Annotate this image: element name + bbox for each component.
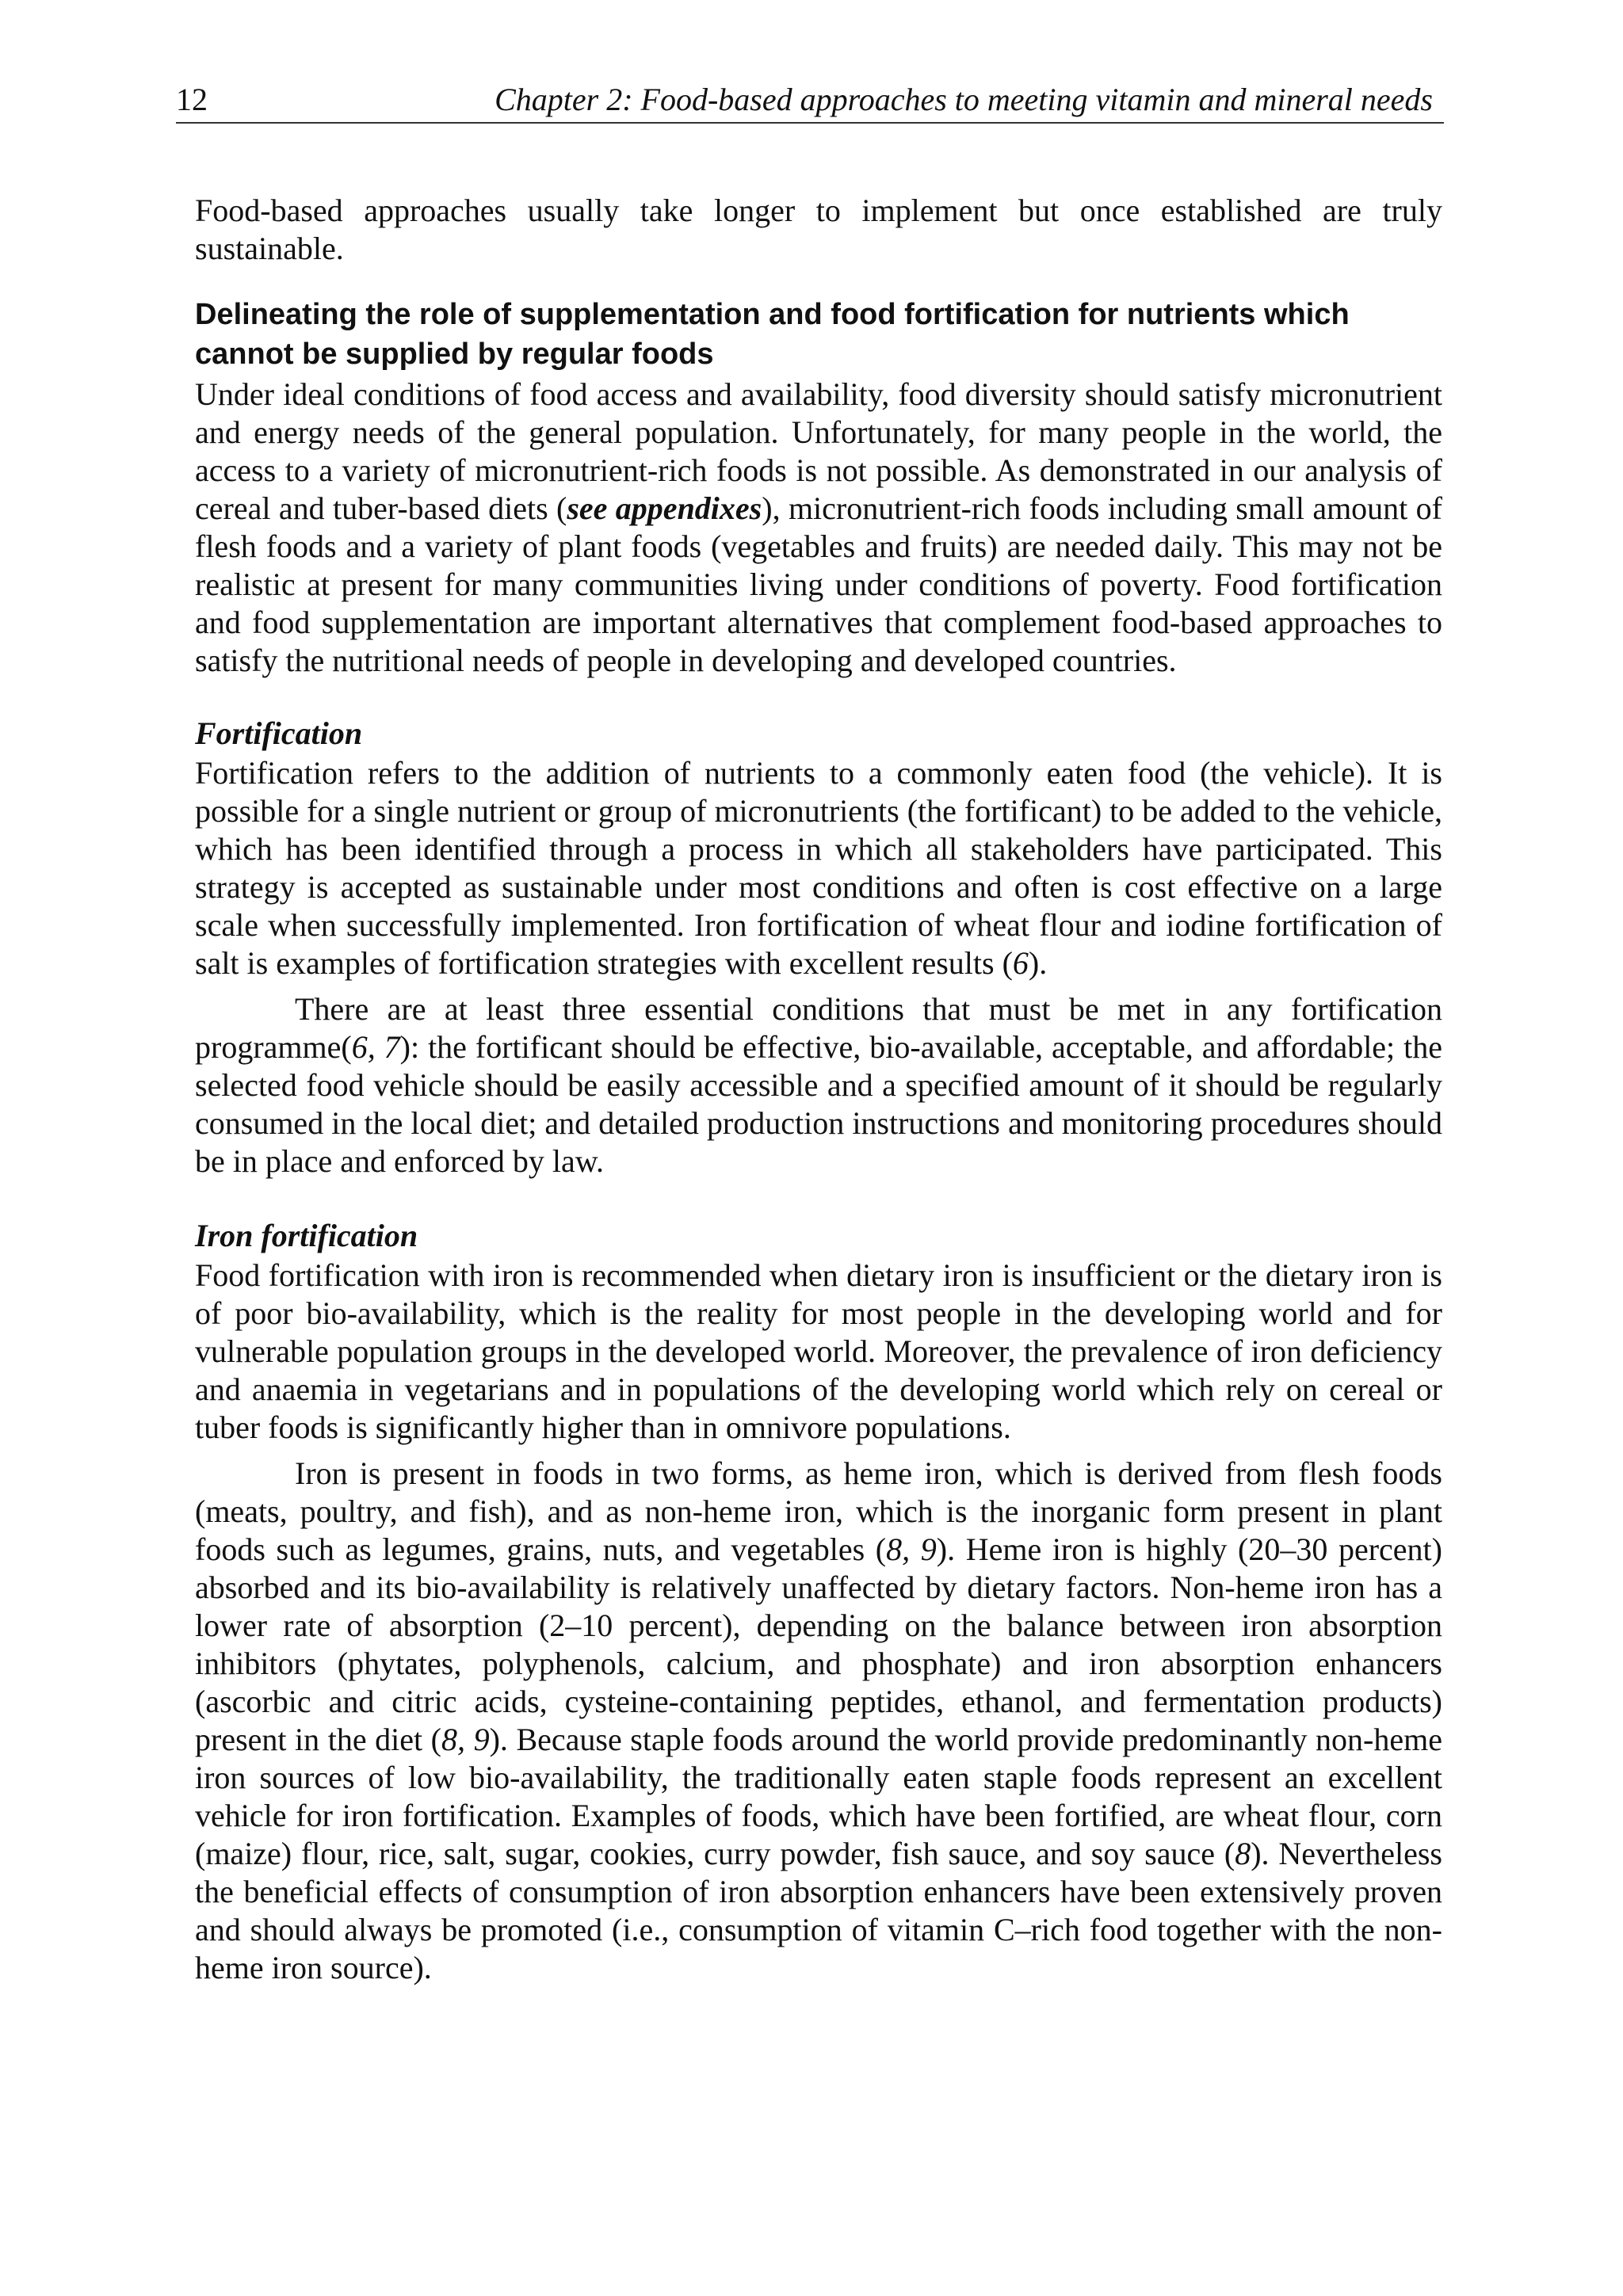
section-paragraph: Under ideal conditions of food access and availability, food diversity should satisfy micronutrient and energy needs of the general population. Unfortunately, for many people in the world, the access to a variety of micronutrient-rich foods is not possible. As demonstrated in our analysis of cereal and tuber-based diets (see appendixes), micronutrient-rich foods including small amount of flesh foods and a variety of plant foods (vegetables and fruits) are needed daily. This may not be realistic at present for many communities living under conditions of poverty. Food fortification and food supplementation are important alternatives that complement food-based approaches to satisfy the nutritional needs of people in developing and developed countries. xyxy=(195,376,1442,678)
iron-paragraph-2: Iron is present in foods in two forms, as heme iron, which is derived from flesh foods (meats, poultry, and fish), and as non-heme iron, which is the inorganic form present in plant foods such as legumes, grains, nuts, and vegetables (8, 9). Heme iron is highly (20–30 percent) absorbed and its bio-availability is relatively unaffected by dietary factors. Non-heme iron has a lower rate of absorption (2–10 percent), depending on the balance between iron absorption inhibitors (phytates, polyphenols, calcium, and phosphate) and iron absorption enhancers (ascorbic and citric acids, cysteine-containing peptides, ethanol, and fermentation products) present in the diet (8, 9). Because staple foods around the world provide predominantly non-heme iron sources of low bio-availability, the traditionally eaten staple foods represent an excellent vehicle for iron fortification. Examples of foods, which have been fortified, are wheat flour, corn (maize) flour, rice, salt, sugar, cookies, curry powder, fish sauce, and soy sauce (8). Nevertheless the beneficial effects of consumption of iron absorption enhancers have been extensively proven and should always be promoted (i.e., consumption of vitamin C–rich food together with the non-heme iron source). xyxy=(195,1455,1443,1985)
running-title: Chapter 2: Food-based approaches to meeting vitamin and mineral needs xyxy=(495,82,1433,117)
iron-paragraph-1: Food fortification with iron is recommended when dietary iron is insufficient or the dietary iron is of poor bio-availability, which is the reality for most people in the developing world and for vulnerable population groups in the developed world. Moreover, the prevalence of iron deficiency and anaemia in vegetarians and in populations of the developing world which rely on cereal or tuber foods is significantly higher than in omnivore populations. xyxy=(195,1257,1442,1445)
reference-citation: 6 xyxy=(1012,945,1029,981)
iron-fortification-heading: Iron fortification xyxy=(195,1218,418,1253)
reference-citation: 8, 9 xyxy=(886,1531,937,1567)
running-header xyxy=(176,78,1444,124)
reference-citation: 8 xyxy=(1235,1836,1251,1871)
section-heading: Delineating the role of supplementation and food fortification for nutrients which cannot be supplied by regular foods xyxy=(195,298,1350,371)
fortification-heading: Fortification xyxy=(195,715,363,751)
page-number: 12 xyxy=(176,82,208,117)
reference-citation: 6, 7 xyxy=(351,1029,400,1065)
reference-citation: 8, 9 xyxy=(441,1722,490,1757)
see-appendixes-emphasis: see appendixes xyxy=(567,490,762,526)
intro-paragraph: Food-based approaches usually take longer to implement but once established are truly sustainable. xyxy=(195,193,1442,266)
fortification-paragraph-2: There are at least three essential conditions that must be met in any fortification programme(6, 7): the fortificant should be effective, bio-available, acceptable, and affordable; the selected food vehicle should be easily accessible and a specified amount of it should be regularly consumed in the local diet; and detailed production instructions and monitoring procedures should be in place and enforced by law. xyxy=(195,991,1443,1179)
body-text xyxy=(195,192,1442,1987)
fortification-paragraph-1: Fortification refers to the addition of nutrients to a commonly eaten food (the vehicle). It is possible for a single nutrient or group of micronutrients (the fortificant) to be added to the vehicle, which has been identified through a process in which all stakeholders have participated. This strategy is accepted as sustainable under most conditions and often is cost effective on a large scale when successfully implemented. Iron fortification of wheat flour and iodine fortification of salt is examples of fortification strategies with excellent results (6). xyxy=(195,755,1442,981)
